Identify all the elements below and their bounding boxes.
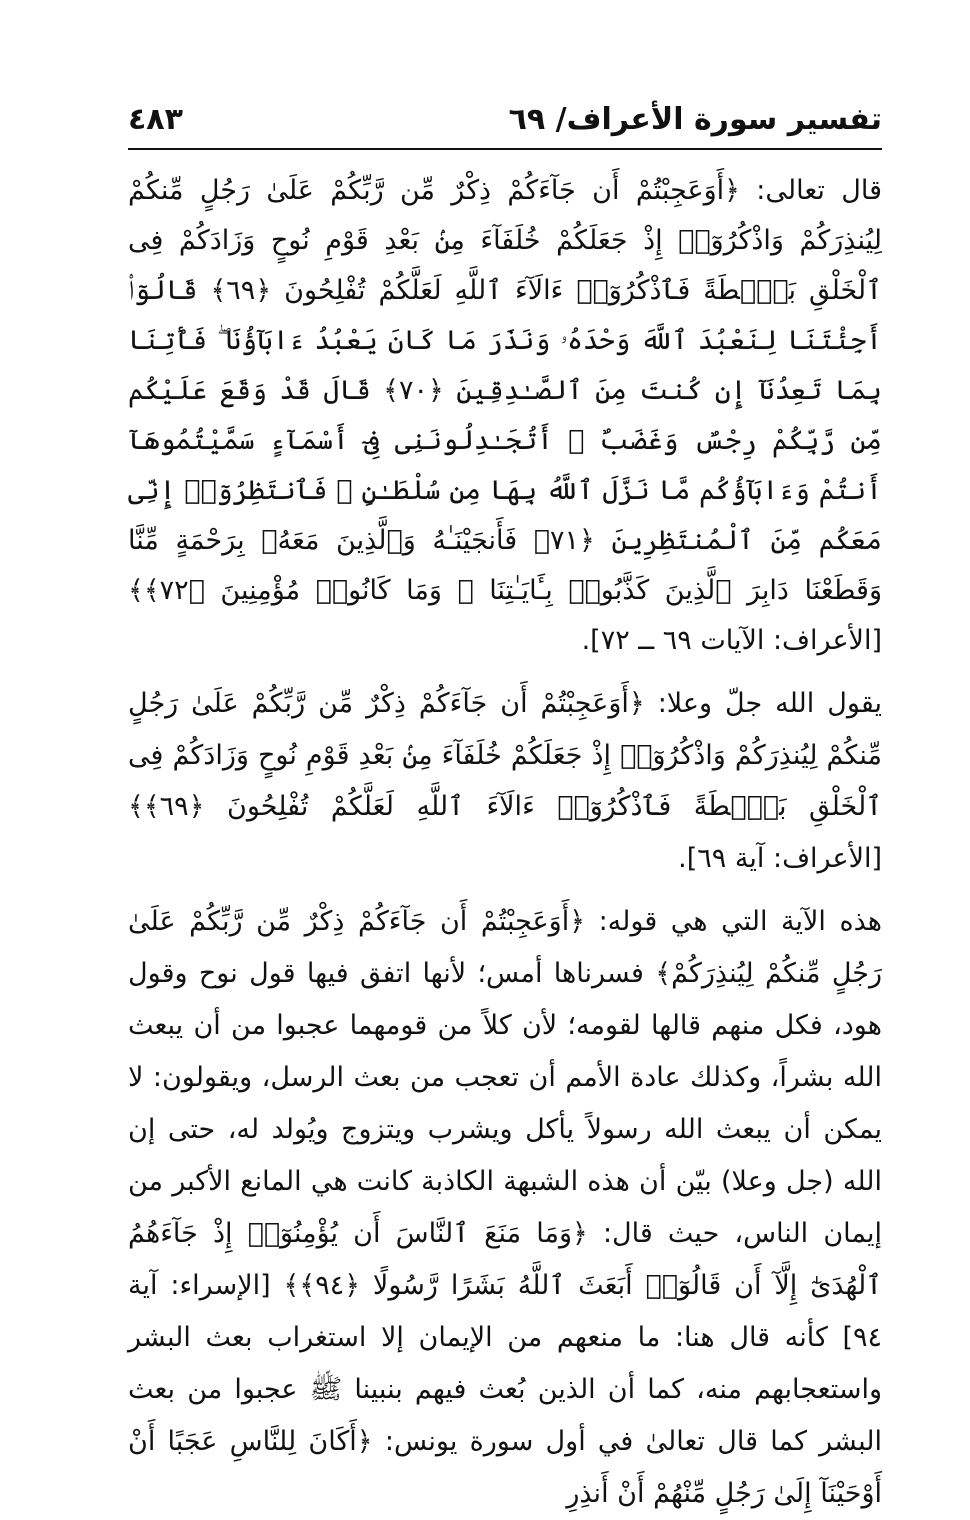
- verse-reference: [الأعراف: آية ٦٩].: [678, 842, 882, 874]
- commentary-text: فسرناها أمس؛ لأنها اتفق فيها قول نوح وقول هود، فكل منهم قالها لقومه؛ لأن كلاً من قومهما عجبوا من أن يبعث الله بشراً، وكذلك عادة الأمم أن تعجب من بعث الرسل، ويقولون: لا يمكن أن يبعث الله رسولاً يأكل ويشرب ويتزوج ويُولد له، حتى إن الله (جل وعلا) بيّن أن هذه الشبهة الكاذبة كانت هي المانع الأكبر من إيمان الناس، حيث قال:: [128, 958, 882, 1249]
- quran-verse-quote: ﴿أَوَعَجِبْتُمْ أَن جَآءَكُمْ ذِكْرٌ مِّن رَّبِّكُمْ عَلَىٰ رَجُلٍ مِّنكُمْ لِيُنذِرَكُمْ وَاذْكُرُوٓا۟ إِذْ جَعَلَكُمْ خُلَفَآءَ مِنۢ بَعْدِ قَوْمِ نُوحٍ وَزَادَكُمْ فِى ٱلْخَلْقِ بَصْۜطَةً فَٱذْكُرُوٓا۟ ءَالَآءَ ٱللَّهِ لَعَلَّكُمْ تُفْلِحُونَ ﴿٦٩﴾﴾: [128, 688, 882, 822]
- paragraph-2: [128, 678, 882, 884]
- quran-verse-quote: ﴿وَمَا مَنَعَ ٱلنَّاسَ أَن يُؤْمِنُوٓا۟ إِذْ جَآءَهُمُ ٱلْهُدَىٰٓ إِلَّآ أَن قَالُوٓا۟ أَبَعَثَ ٱللَّهُ بَشَرًا رَّسُولًا ﴿٩٤﴾﴾: [128, 1218, 882, 1301]
- page-header: [128, 92, 882, 150]
- running-title: تفسير سورة الأعراف/ ٦٩: [508, 102, 882, 137]
- paragraph-1: [128, 166, 882, 666]
- commentary-text: [الإسراء: آية ٩٤] كأنه قال هنا: ما منعهم من الإيمان إلا استغراب بعث البشر واستعجابهم منه، كما أن الذين بُعث فيهم بنبينا ﷺ عجبوا من بعث البشر كما قال تعالىٰ في أول سورة يونس:: [128, 1270, 883, 1457]
- paragraph-3: [128, 896, 882, 1520]
- paragraph-1-intro: قال تعالى:: [739, 175, 882, 206]
- quran-verse-quote: ﴿أَكَانَ لِلنَّاسِ عَجَبًا أَنْ أَوْحَيْنَآ إِلَىٰ رَجُلٍ مِّنْهُمْ أَنْ أَنذِرِ: [128, 1426, 882, 1509]
- paragraph-2-intro: يقول الله جلّ وعلا:: [644, 688, 882, 719]
- page-number: ٤٨٣: [128, 102, 183, 137]
- quran-verse-quote: ﴿أَوَعَجِبْتُمْ أَن جَآءَكُمْ ذِكْرٌ مِّن رَّبِّكُمْ عَلَىٰ رَجُلٍ مِّنكُمْ لِيُنذِرَكُمْ وَاذْكُرُوٓا۟ إِذْ جَعَلَكُمْ خُلَفَآءَ مِنۢ بَعْدِ قَوْمِ نُوحٍ وَزَادَكُمْ فِى ٱلْخَلْقِ بَصْۜطَةً فَٱذْكُرُوٓا۟ ءَالَآءَ ٱللَّهِ لَعَلَّكُمْ تُفْلِحُونَ ﴿٦٩﴾ قَالُوٓا۟ أَجِئْتَنَا لِنَعْبُدَ ٱللَّهَ وَحْدَهُۥ وَنَذَرَ مَا كَانَ يَعْبُدُ ءَابَآؤُنَا ۖ فَأْتِنَا بِمَا تَعِدُنَآ إِن كُنتَ مِنَ ٱلصَّـٰدِقِينَ ﴿٧٠﴾ قَالَ قَدْ وَقَعَ عَلَيْكُم مِّن رَّبِّكُمْ رِجْسٌ وَغَضَبٌ ۖ أَتُجَـٰدِلُونَنِى فِىٓ أَسْمَآءٍ سَمَّيْتُمُوهَآ أَنتُمْ وَءَابَآؤُكُم مَّا نَزَّلَ ٱللَّهُ بِهَا مِن سُلْطَـٰنٍ ۚ فَٱنتَظِرُوٓا۟ إِنِّى مَعَكُم مِّنَ ٱلْمُنتَظِرِينَ ﴿٧١﴾ فَأَنجَيْنَـٰهُ وَٱلَّذِينَ مَعَهُۥ بِرَحْمَةٍ مِّنَّا وَقَطَعْنَا دَابِرَ ٱلَّذِينَ كَذَّبُوا۟ بِـَٔايَـٰتِنَا ۖ وَمَا كَانُوا۟ مُؤْمِنِينَ ﴿٧٢﴾﴾: [128, 175, 882, 606]
- paragraph-3-intro: هذه الآية التي هي قوله:: [585, 906, 882, 937]
- quran-verse-quote: ﴿أَوَعَجِبْتُمْ أَن جَآءَكُمْ ذِكْرٌ مِّن رَّبِّكُمْ عَلَىٰ رَجُلٍ مِّنكُمْ لِيُنذِرَكُمْ﴾: [128, 906, 882, 989]
- verse-reference: [الأعراف: الآيات ٦٩ ــ ٧٢].: [581, 625, 882, 656]
- body-text: [128, 166, 882, 1520]
